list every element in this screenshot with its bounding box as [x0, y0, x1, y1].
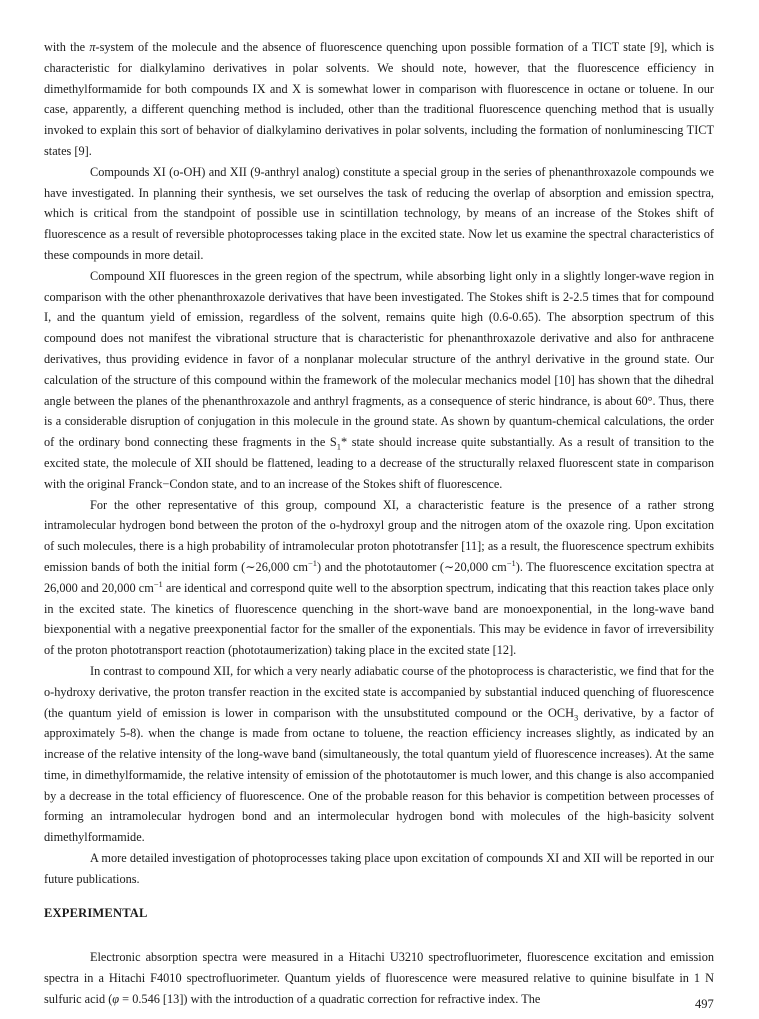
body-paragraph [44, 848, 714, 890]
text-run: φ [112, 991, 120, 1006]
body-paragraph [44, 37, 714, 162]
experimental-paragraph [44, 947, 714, 1009]
text-run: −1 [506, 557, 516, 568]
text-run: A more detailed investigation of photoprocesses taking place upon excitation of compounds XI and XII will be reported in our future publications. [44, 851, 714, 886]
body-paragraph [44, 661, 714, 848]
section-heading: EXPERIMENTAL [44, 906, 148, 920]
text-run: In contrast to compound XII, for which a very nearly adiabatic course of the photoprocess is characteristic, we find that for the o-hydroxy derivative, the proton transfer reaction in the excited state is accompanied by substantial induced quenching of fluorescence (the quantum yield of emission is lower in comparison with the unsubstituted compound or the OCH [44, 663, 714, 720]
page-number: 497 [695, 997, 714, 1011]
experimental-text [44, 947, 714, 1009]
text-run: 1 [336, 441, 341, 452]
text-run: ) and the phototautomer (∼20,000 cm [317, 559, 507, 574]
text-run: ). The fluorescence excitation spectra at 26,000 and 20,000 cm [44, 559, 715, 595]
text-run: derivative, by a factor of approximately 5-8). when the change is made from octane to toluene, the reaction efficiency increases slightly, as indicated by an increase of the relative intensity of the long-wave band (simultaneously, the total quantum yield of fluorescence increases). At the same time, in dimethylformamide, the relative intensity of emission of the phototautomer is much lower, and this change is also accompanied by a decrease in the total efficiency of fluorescence. One of the probable reason for this behavior is competition between processes of forming an intramolecular hydrogen bond and an intermolecular hydrogen bond with molecules of the high-basicity solvent dimethylformamide. [44, 705, 715, 845]
text-run: 3 [574, 711, 579, 722]
text-run: −1 [307, 557, 318, 568]
body-text [44, 37, 714, 890]
text-run: Electronic absorption spectra were measured in a Hitachi U3210 spectrofluorimeter, fluorescence excitation and emission spectra in a Hitachi F4010 spectrofluorimeter. Quantum yields of fluorescence were measured relative to quinine bisulfate in 1 N sulfuric acid ( [44, 950, 714, 1006]
text-run: -system of the molecule and the absence of fluorescence quenching upon possible formation of a TICT state [9], which is characteristic for dialkylamino derivatives in polar solvents. We should note, however, that the fluorescence efficiency in dimethylformamide for both compounds IX and X is somewhat lower in comparison with fluorescence in octane or toluene. In our case, apparently, a different quenching method is included, other than the traditional fluorescence quenching method that is usually invoked to explain this sort of behavior of dialkylamino derivatives in polar solvents, including the formation of nonluminescing TICT states [9]. [44, 40, 714, 158]
text-run: For the other representative of this group, compound XI, a characteristic feature is the presence of a rather strong intramolecular hydrogen bond between the proton of the o-hydroxyl group and the nitrogen atom of the oxazole ring. Upon excitation of such molecules, there is a high probability of intramolecular proton phototransfer [11]; as a result, the fluorescence spectrum exhibits emission bands of both the initial form (∼26,000 cm [44, 497, 714, 574]
text-run: are identical and correspond quite well to the absorption spectrum, indicating that this reaction takes place only in the excited state. The kinetics of fluorescence quenching in the short-wave band are monoexponential, in the long-wave band biexponential with a negative preexponential factor for the smaller of the exponentials. This may be evidence in favor of irreversibility of the proton phototransport reaction (phototaumerization) taking place in the excited state [12]. [44, 580, 714, 658]
text-run: * state should increase quite substantially. As a result of transition to the excited state, the molecule of XII should be flattened, leading to a decrease of the structurally relaxed fluorescent state in comparison with the original Franck−Condon state, and to an increase of the Stokes shift of fluorescence. [44, 435, 715, 491]
body-paragraph [44, 162, 714, 266]
body-paragraph [44, 266, 714, 495]
text-run: Compound XII fluoresces in the green region of the spectrum, while absorbing light only in a slightly longer-wave region in comparison with the other phenanthroxazole derivatives that have been investigated. The Stokes shift is 2-2.5 times that for compound I, and the quantum yield of emission, regardless of the solvent, remains quite high (0.6-0.65). The absorption spectrum of this compound does not manifest the vibrational structure that is characteristic for phenanthroxazole derivative and also for anthracene derivatives, thus providing evidence in favor of a nonplanar molecular structure of the anthryl derivative in the ground state. Our calculation of the structure of this compound within the framework of the molecular mechanics model [10] has shown that the dihedral angle between the planes of the phenanthroxazole and anthryl fragments, as a consequence of steric hindrance, is about 60°. Thus, there is a considerable disruption of conjugation in this molecule in the ground state. As shown by quantum-chemical calculations, the order of the ordinary bond connecting these fragments in the S [44, 268, 714, 450]
text-run: = 0.546 [13]) with the introduction of a quadratic correction for refractive index. The [119, 991, 541, 1006]
text-run: π [89, 40, 96, 54]
body-paragraph [44, 495, 714, 661]
text-run: Compounds XI (o-OH) and XII (9-anthryl analog) constitute a special group in the series of phenanthroxazole compounds we have investigated. In planning their synthesis, we set ourselves the task of reducing the overlap of absorption and emission spectra, which is critical from the standpoint of possible use in scintillation technology, by means of an increase of the Stokes shift of fluorescence as a result of reversible photoprocesses taking place in the excited state. Now let us examine the spectral characteristics of these compounds in more detail. [44, 164, 714, 262]
text-run: with the [44, 40, 90, 54]
text-run: −1 [153, 578, 163, 589]
